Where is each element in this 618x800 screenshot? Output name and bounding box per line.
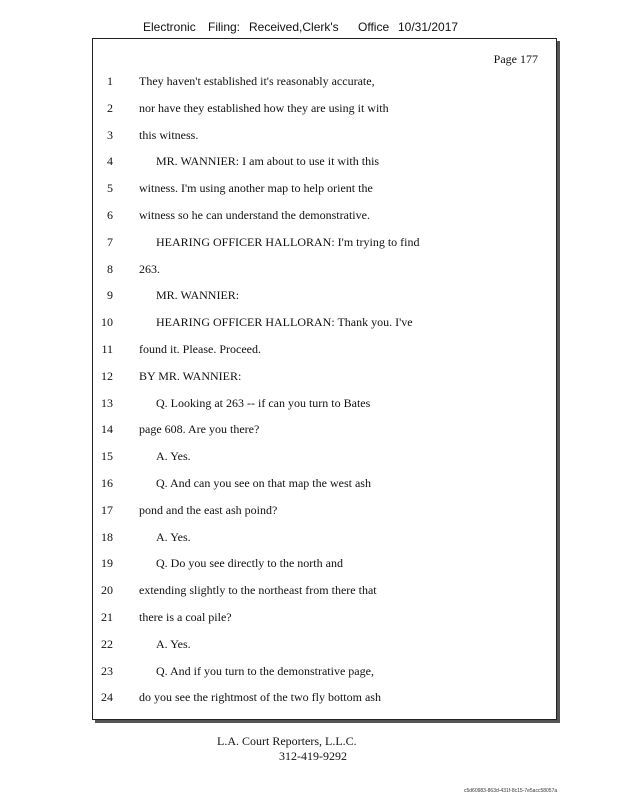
line-text: Q. And can you see on that map the west ash: [156, 476, 371, 490]
line-text: They haven't established it's reasonably accurate,: [139, 74, 375, 88]
electronic-filing-header: [0, 20, 618, 36]
transcript-line: [93, 610, 556, 626]
line-number: 15: [101, 449, 113, 464]
transcript-line: [93, 74, 556, 90]
transcript-line: [93, 101, 556, 117]
transcript-line: [93, 181, 556, 197]
line-number: 9: [107, 288, 113, 303]
line-number: 19: [101, 556, 113, 571]
line-text: witness. I'm using another map to help orient the: [139, 181, 373, 196]
line-number: 6: [107, 208, 113, 222]
line-number: 10: [101, 315, 113, 330]
line-text: extending slightly to the northeast from there that: [139, 583, 377, 598]
transcript-line: [93, 128, 556, 144]
line-text: MR. WANNIER:: [156, 288, 240, 303]
line-number: 20: [101, 583, 113, 598]
line-text: MR. WANNIER: I am about to use it with this: [156, 154, 380, 169]
page-number: Page 177: [493, 52, 538, 66]
line-text: Q. Do you see directly to the north and: [156, 556, 343, 571]
line-text: pond and the east ash poind?: [139, 502, 278, 517]
transcript-line: [93, 637, 556, 653]
line-number: 3: [107, 127, 113, 142]
transcript-line: [93, 262, 556, 278]
line-number: 11: [101, 342, 113, 356]
filing-header-date: 10/31/2017: [398, 20, 459, 34]
line-number: 7: [107, 234, 113, 249]
line-number: 13: [101, 395, 113, 410]
line-text: do you see the rightmost of the two fly bottom ash: [139, 690, 381, 705]
line-number: 4: [107, 154, 113, 169]
transcript-line: [93, 503, 556, 519]
line-number: 21: [101, 610, 113, 624]
line-text: Q. And if you turn to the demonstrative page,: [156, 663, 374, 678]
line-number: 8: [107, 261, 113, 276]
transcript-line: [93, 154, 556, 170]
transcript-line: [93, 664, 556, 680]
transcript-page-frame: [92, 38, 557, 720]
line-text: HEARING OFFICER HALLORAN: Thank you. I've: [156, 315, 413, 330]
transcript-line: [93, 556, 556, 572]
transcript-line: [93, 396, 556, 412]
line-text: nor have they established how they are using it with: [139, 100, 389, 115]
line-number: 18: [101, 529, 113, 544]
line-text: A. Yes.: [156, 449, 191, 464]
line-text: A. Yes.: [156, 529, 191, 544]
line-text: page 608. Are you there?: [139, 422, 260, 437]
transcript-line: [93, 235, 556, 251]
line-text: BY MR. WANNIER:: [139, 368, 242, 383]
transcript-line: [93, 449, 556, 465]
transcript-line: [93, 369, 556, 385]
transcript-line: [93, 690, 556, 706]
line-text: 263.: [139, 261, 160, 276]
filing-header-electronic: Electronic: [143, 20, 196, 34]
transcript-line: [93, 288, 556, 304]
filing-header-received: Received,Clerk's: [249, 20, 339, 34]
transcript-line: [93, 342, 556, 358]
line-text: this witness.: [139, 127, 199, 142]
transcript-line: [93, 422, 556, 438]
line-number: 24: [101, 690, 113, 705]
transcript-line: [93, 476, 556, 492]
transcript-line: [93, 530, 556, 546]
line-number: 17: [101, 502, 113, 517]
line-number: 1: [107, 74, 113, 88]
line-number: 23: [101, 663, 113, 678]
footer-phone: 312-419-9292: [279, 749, 347, 763]
line-number: 22: [101, 636, 113, 651]
line-text: A. Yes.: [156, 636, 191, 651]
document-id: c5d60983-863d-431f-8c15-7e5acc58057a: [464, 788, 558, 794]
line-number: 5: [107, 181, 113, 196]
transcript-line: [93, 315, 556, 331]
line-number: 16: [101, 476, 113, 490]
footer-company: L.A. Court Reporters, L.L.C.: [217, 734, 357, 748]
line-number: 12: [101, 368, 113, 383]
line-text: witness so he can understand the demonstrative.: [139, 208, 370, 222]
line-number: 14: [101, 422, 113, 437]
line-number: 2: [107, 100, 113, 115]
line-text: there is a coal pile?: [139, 610, 232, 624]
filing-header-office: Office: [358, 20, 390, 34]
transcript-line: [93, 583, 556, 599]
line-text: Q. Looking at 263 -- if can you turn to Bates: [156, 395, 371, 410]
filing-header-filing: Filing:: [208, 20, 241, 34]
transcript-line: [93, 208, 556, 224]
line-text: HEARING OFFICER HALLORAN: I'm trying to find: [156, 234, 420, 249]
line-text: found it. Please. Proceed.: [139, 342, 261, 356]
